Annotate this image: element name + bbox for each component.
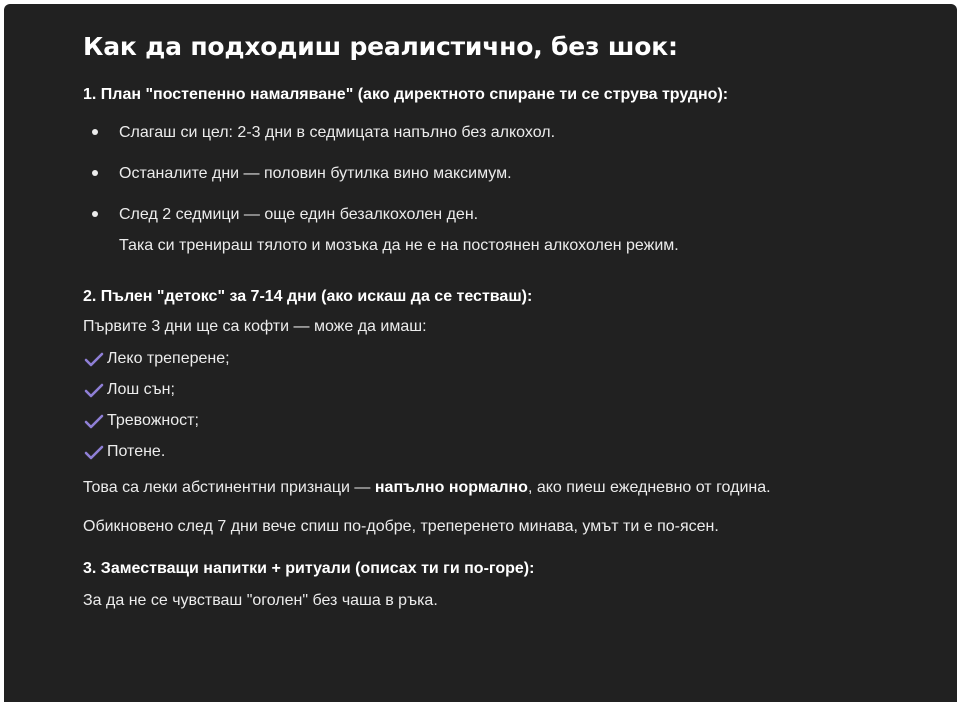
check-icon <box>84 444 104 460</box>
withdrawal-note <box>83 477 771 499</box>
symptom-item <box>84 379 175 401</box>
symptom-label: Тревожност; <box>107 412 199 429</box>
plan-1-bullet-2: Останалите дни — половин бутилка вино максимум. <box>119 165 512 182</box>
symptom-item <box>84 410 199 432</box>
symptom-item <box>84 441 165 463</box>
withdrawal-note-suffix: , ако пиеш ежедневно от година. <box>527 479 771 496</box>
plan-2-title: 2. Пълен "детокс" за 7-14 дни (ако искаш да се тестваш): <box>83 288 533 305</box>
chat-message-panel <box>4 4 957 702</box>
bullet-dot <box>92 211 98 217</box>
check-icon <box>84 351 104 367</box>
symptom-label: Леко треперене; <box>107 350 230 367</box>
bullet-dot <box>92 170 98 176</box>
check-icon <box>84 382 104 398</box>
plan-1-title: 1. План "постепенно намаляване" (ако директното спиране ти се струва трудно): <box>83 86 729 103</box>
plan-1-bullet-3-continuation: Така си тренираш тялото и мозъка да не е на постоянен алкохолен режим. <box>119 237 679 254</box>
check-icon <box>84 413 104 429</box>
plan-1-bullet-1: Слагаш си цел: 2-3 дни в седмицата напълно без алкохол. <box>119 124 556 141</box>
bullet-dot <box>92 129 98 135</box>
plan-3-title: 3. Заместващи напитки + ритуали (описах ти ги по-горе): <box>83 560 535 577</box>
plan-3-text: За да не се чувстваш "оголен" без чаша в ръка. <box>83 592 438 609</box>
symptom-label: Лош сън; <box>107 381 175 398</box>
withdrawal-note-prefix: Това са леки абстинентни признаци — <box>83 479 375 496</box>
withdrawal-note-bold: напълно нормално <box>374 479 528 496</box>
symptom-label: Потене. <box>107 443 166 460</box>
recovery-outlook: Обикновено след 7 дни вече спиш по-добре, треперенето минава, умът ти е по-ясен. <box>83 518 719 535</box>
section-heading: Как да подходиш реалистично, без шок: <box>83 32 678 61</box>
plan-1-bullet-3: След 2 седмици — още един безалкохолен ден. <box>119 206 479 223</box>
plan-2-intro: Първите 3 дни ще са кофти — може да имаш: <box>83 318 427 335</box>
symptom-item <box>84 348 230 370</box>
